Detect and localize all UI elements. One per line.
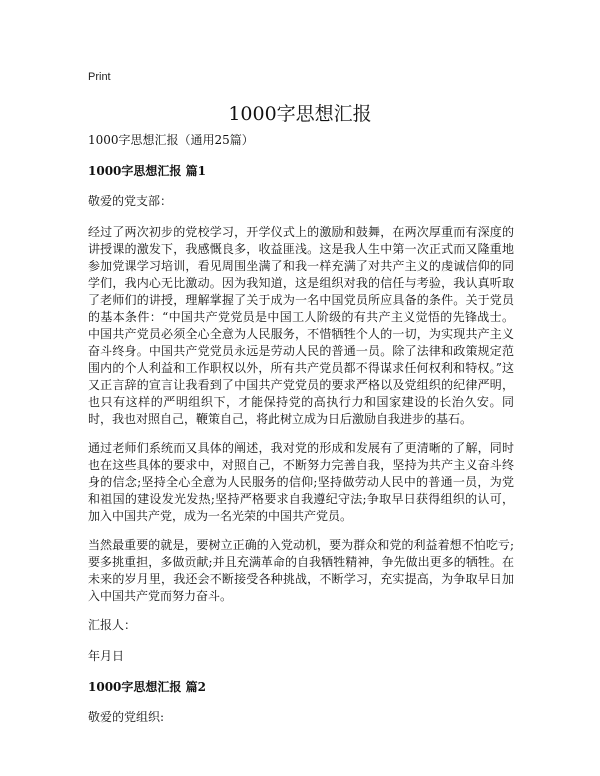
section-heading-2: 1000字思想汇报 篇2 bbox=[88, 680, 206, 694]
body-paragraph-3: 当然最重要的就是，要树立正确的入党动机，要为群众和党的利益着想不怕吃亏;要多挑重担，多做贡献;并且充满革命的自我牺牲精神，争先做出更多的牺牲。在未来的岁月里，我还会不断接受各种挑战，不断学习，充实提高，为争取早日加入中国共产党而努力奋斗。 bbox=[88, 538, 514, 603]
salutation-2: 敬爱的党组织: bbox=[88, 710, 165, 724]
reporter-line: 汇报人： bbox=[88, 618, 137, 632]
salutation-1: 敬爱的党支部： bbox=[88, 194, 173, 208]
body-paragraph-1: 经过了两次初步的党校学习，开学仪式上的激励和鼓舞，在两次厚重而有深度的讲授课的激发下，我感慨良多，收益匪浅。这是我人生中第一次正式而又隆重地参加党课学习培训，看见周围坐满了和我一样充满了对共产主义的虔诚信仰的同学们，我内心无比激动。因为我知道，这是组织对我的信任与考验，我认真听取了老师们的讲授，理解掌握了关于成为一名中国党员所应具备的条件。关于党员的基本条件：“中国共产党党员是中国工人阶级的有共产主义觉悟的先锋战士。中国共产党员必须全心全意为人民服务，不惜牺牲个人的一切，为实现共产主义奋斗终身。中国共产党党员永远是劳动人民的普通一员。除了法律和政策规定范围内的个人利益和工作职权以外，所有共产党员都不得谋求任何权利和特权。”这又正言辞的宣言让我看到了中国共产党党员的要求严格以及党组织的纪律严明，也只有这样的严明组织下，才能保持党的高执行力和国家建设的长治久安。同时，我也对照自己，鞭策自己，将此树立成为日后激励自我进步的基石。 bbox=[88, 225, 514, 426]
document-body bbox=[88, 132, 514, 740]
body-paragraph-2: 通过老师们系统而又具体的阐述，我对党的形成和发展有了更清晰的了解，同时也在这些具体的要求中，对照自己，不断努力完善自我，坚持为共产主义奋斗终身的信念;坚持全心全意为人民服务的信仰;坚持做劳动人民中的普通一员，为党和祖国的建设发光发热;坚持严格要求自我遵纪守法;争取早日获得组织的认可，加入中国共产党，成为一名光荣的中国共产党员。 bbox=[88, 441, 514, 523]
print-label: Print bbox=[88, 71, 111, 83]
page-title: 1000字思想汇报 bbox=[228, 103, 372, 125]
date-line: 年月日 bbox=[88, 649, 125, 663]
document-subtitle: 1000字思想汇报（通用25篇） bbox=[88, 133, 254, 147]
section-heading-1: 1000字思想汇报 篇1 bbox=[88, 164, 206, 178]
